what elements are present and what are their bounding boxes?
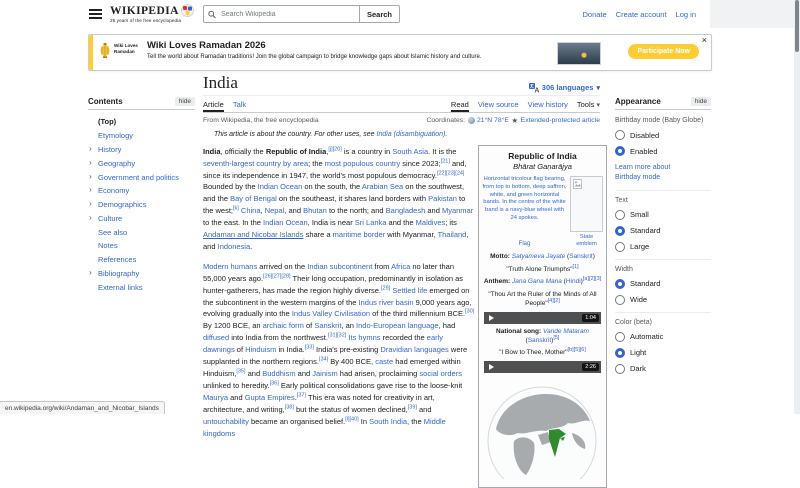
paragraph: India, officially the Republic of India,[j][20] is a country in South Asia. It is the seventh-largest country by area; the most populous country since 2023;[21] and, since its independence in 1947, the world's most populous democracy.[22][23][24] Bounded by the Indian Ocean on the south, the Arabian Sea on the southwest, and the Bay of Bengal on the southeast, it shares land borders with Pakistan to the west;[k] China, Nepal, and Bhutan to the north; and Bangladesh and Myanmar to the east. In the Indian Ocean, India is near Sri Lanka and the Maldives; its Andaman and Nicobar Islands share a maritime border with Myanmar, Thailand, and Indonesia.: [203, 146, 474, 251]
participate-button[interactable]: Participate Now: [628, 44, 699, 59]
wiki-link[interactable]: China: [240, 206, 261, 216]
toc-item[interactable]: Etymology: [98, 131, 134, 141]
wiki-link[interactable]: early dawnings: [203, 333, 444, 355]
birthday-mode-group: [615, 117, 711, 183]
radio-option[interactable]: Standard: [615, 279, 711, 289]
wiki-link[interactable]: Vande Mataram: [542, 327, 589, 335]
wiki-link[interactable]: Sanskrit: [314, 321, 342, 331]
toc-item[interactable]: References: [98, 255, 137, 265]
text-size-group: [615, 190, 711, 252]
svg-text:A: A: [534, 87, 539, 93]
play-icon[interactable]: [489, 315, 494, 321]
radio-icon[interactable]: [615, 332, 625, 342]
citation-link[interactable]: [21]: [440, 158, 450, 165]
scrollbar-track[interactable]: [794, 0, 800, 414]
radio-option[interactable]: Dark: [615, 364, 711, 374]
radio-option[interactable]: Disabled: [615, 130, 711, 140]
wiki-link[interactable]: India (disambiguation): [376, 131, 446, 139]
citation-link[interactable]: [33]: [304, 344, 314, 351]
width-group: [615, 259, 711, 305]
citation-link[interactable]: [34]: [318, 356, 329, 363]
language-icon: [529, 83, 539, 93]
toc-item[interactable]: › Bibliography: [89, 267, 140, 278]
radio-icon[interactable]: [615, 210, 625, 220]
citation-link[interactable]: [5]: [553, 334, 560, 341]
text-segment: India: [203, 146, 221, 156]
wiki-link[interactable]: Pakistan: [428, 194, 457, 204]
wiki-link[interactable]: Bhutan: [303, 206, 327, 216]
radio-option[interactable]: Large: [615, 242, 711, 252]
wiki-link[interactable]: Settled life: [392, 285, 428, 295]
appearance-title: Appearance: [615, 97, 661, 106]
song-audio-player[interactable]: [484, 361, 601, 373]
wiki-link[interactable]: Maldives: [415, 218, 446, 228]
wiki-link[interactable]: Dravidian languages: [380, 345, 449, 355]
audio-duration: 1:04: [582, 314, 599, 322]
india-locator-map[interactable]: [486, 379, 599, 479]
wikipedia-wordmark: WIKIPEDIA: [110, 4, 179, 17]
wiki-link[interactable]: most populous country: [324, 158, 401, 168]
contents-sidebar: [88, 97, 195, 294]
chevron-right-icon[interactable]: ›: [89, 170, 92, 181]
banner-photo[interactable]: [557, 42, 601, 65]
text-segment: This article is about the country. For other uses, see: [214, 131, 377, 139]
flag-caption[interactable]: Flag: [518, 241, 531, 248]
caret-down-icon: ▾: [596, 84, 600, 92]
wiki-link[interactable]: Indian Ocean: [257, 182, 303, 192]
languages-button[interactable]: [529, 83, 600, 93]
wiki-link[interactable]: Buddhism: [262, 369, 296, 378]
login-link[interactable]: Log in: [675, 10, 696, 19]
radio-option[interactable]: Light: [615, 348, 711, 358]
wiki-link[interactable]: South India: [369, 416, 408, 426]
radio-icon[interactable]: [615, 146, 625, 156]
wiki-link[interactable]: Indo-European language: [356, 321, 439, 331]
radio-icon[interactable]: [615, 364, 625, 374]
infobox-title: Republic of India: [508, 151, 577, 161]
play-icon[interactable]: [489, 364, 494, 370]
wiki-link[interactable]: social orders: [419, 369, 462, 378]
languages-label: 306 languages: [541, 83, 594, 93]
radio-icon[interactable]: [615, 242, 625, 252]
link-status-tooltip: en.wikipedia.org/wiki/Andaman_and_Nicobar_Islands: [0, 401, 165, 414]
search-icon: [208, 10, 216, 19]
citation-link[interactable]: [22][23][24]: [436, 170, 465, 176]
toc-item[interactable]: External links: [98, 282, 143, 292]
text-segment: Republic of India: [265, 146, 327, 156]
citation-link[interactable]: [4][2]: [547, 298, 560, 304]
wiki-link[interactable]: Gupta Empires: [244, 392, 295, 402]
wiki-link[interactable]: Sanskrit: [527, 337, 552, 344]
toc-item[interactable]: Notes: [98, 241, 118, 251]
wiki-link[interactable]: Hinduism: [245, 345, 277, 355]
wiki-link[interactable]: Indonesia: [217, 241, 251, 251]
radio-icon[interactable]: [615, 348, 625, 358]
text-segment: .: [445, 131, 448, 139]
toc-item[interactable]: › Government and politics: [89, 170, 179, 182]
chevron-right-icon[interactable]: ›: [89, 211, 92, 222]
wiki-link[interactable]: Arabian Sea: [361, 182, 404, 192]
citation-link[interactable]: [j][20]: [328, 146, 342, 153]
toc-item[interactable]: › History: [89, 143, 122, 154]
tab-view-source[interactable]: View source: [477, 99, 519, 109]
wiki-link[interactable]: Africa: [391, 261, 411, 271]
wiki-link[interactable]: Jana Gana Mana: [511, 278, 562, 286]
wiki-link[interactable]: Jainism: [312, 369, 338, 378]
audio-duration: 2:26: [582, 363, 599, 371]
citation-link[interactable]: [1]: [572, 263, 579, 270]
group-label: Color (beta): [615, 318, 652, 326]
header-surface: [710, 0, 794, 28]
radio-icon[interactable]: [615, 279, 625, 289]
wiki-link[interactable]: Its hymns: [348, 333, 381, 343]
chevron-right-icon[interactable]: ›: [89, 156, 92, 167]
group-label: Text: [615, 196, 628, 204]
citation-link[interactable]: [k]: [233, 205, 239, 212]
close-icon[interactable]: ×: [701, 35, 707, 45]
contents-hide-button[interactable]: hide: [175, 97, 195, 106]
wiki-link[interactable]: maritime border: [332, 230, 386, 240]
group-label: Birthday mode (Baby Globe): [615, 117, 704, 124]
wiki-link[interactable]: caste: [375, 357, 394, 367]
tab-view-history[interactable]: View history: [527, 99, 568, 109]
radio-icon[interactable]: [615, 226, 625, 236]
logo-tagline: 25 years of the free encyclopedia: [110, 18, 181, 23]
radio-option[interactable]: Enabled: [615, 146, 711, 156]
wiki-link[interactable]: South Asia: [392, 146, 429, 156]
wiki-link[interactable]: Satyameva Jayate: [511, 253, 566, 261]
chevron-right-icon[interactable]: ›: [89, 143, 92, 154]
wiki-link[interactable]: Andaman and Nicobar Islands: [203, 230, 304, 240]
anthem-audio-player[interactable]: [484, 312, 601, 324]
wiki-link[interactable]: Indian Ocean: [263, 218, 308, 228]
wikipedia-logo[interactable]: [110, 4, 194, 23]
tab-tools[interactable]: Tools ▾: [576, 99, 600, 109]
wiki-link[interactable]: archaic form: [262, 321, 304, 331]
appearance-hide-button[interactable]: hide: [691, 97, 711, 106]
citation-link[interactable]: [b][5][6]: [567, 347, 586, 354]
motto-line: Motto: Satyameva Jayate (Sanskrit): [490, 253, 595, 261]
protection-star-icon: ★: [511, 115, 519, 125]
text-segment: Anthem:: [483, 278, 512, 286]
contents-title: Contents: [88, 97, 123, 106]
wiki-link[interactable]: Hindi: [565, 278, 581, 286]
text-segment: National song:: [496, 327, 543, 335]
chevron-right-icon[interactable]: ›: [89, 184, 92, 195]
color-group: [615, 312, 711, 374]
citation-link[interactable]: [l][40]: [345, 416, 359, 423]
wiki-link[interactable]: Sanskrit: [569, 253, 593, 261]
puzzle-globe-icon: [181, 4, 194, 17]
wiki-link[interactable]: Nepal: [264, 206, 285, 216]
wiki-link[interactable]: Indus river basin: [358, 297, 414, 307]
tab-talk[interactable]: Talk: [232, 99, 247, 109]
create-account-link[interactable]: Create account: [615, 10, 667, 19]
wiki-link[interactable]: Thailand: [437, 230, 467, 240]
chevron-right-icon[interactable]: ›: [89, 198, 92, 209]
wiki-link[interactable]: Bay of Bengal: [230, 194, 277, 204]
state-emblem-image[interactable]: [570, 176, 603, 232]
globe-icon: [468, 117, 475, 124]
radio-option[interactable]: Wide: [615, 295, 711, 305]
paragraph: Modern humans arrived on the Indian subcontinent from Africa no later than 55,000 years ago.[26][27][28] Their long occupation, predominantly in isolation as hunter-gatherers, has made the region highly diverse.[29] Settled life emerged on the subcontinent in the western margins of the Indus river basin 9,000 years ago, evolving gradually into the Indus Valley Civilisation of the third millennium BCE.[30] By 1200 BCE, an archaic form of Sanskrit, an Indo-European language, had diffused into India from the northwest.[31][32] Its hymns recorded the early dawnings of Hinduism in India.[33] India's pre-existing Dravidian languages were supplanted in the northern regions.[34] By 400 BCE, caste had emerged within Hinduism,[35] and Buddhism and Jainism had arisen, proclaiming social orders unlinked to heredity.[36] Early political consolidations gave rise to the loose-knit Maurya and Gupta Empires.[37] This era was noted for creativity in art, architecture, and writing,[38] but the status of women declined,[39] and untouchability became an organised belief.[l][40] In South India, the Middle kingdoms: [203, 261, 475, 438]
coordinates-link[interactable]: 21°N 78°E: [477, 116, 509, 124]
wiki-link[interactable]: Maurya: [203, 392, 229, 402]
caret-down-icon: ▾: [596, 101, 600, 109]
menu-icon[interactable]: [89, 9, 102, 21]
emblem-caption[interactable]: State emblem: [576, 234, 597, 248]
country-infobox: [478, 145, 607, 488]
tab-read[interactable]: Read: [451, 100, 469, 112]
citation-link[interactable]: [38]: [284, 404, 294, 411]
learn-more-link[interactable]: Learn more about Birthday mode: [615, 164, 671, 181]
national-song-translation: "I Bow to Thee, Mother"[b][5][6]: [499, 347, 586, 357]
wiki-link[interactable]: diffused: [203, 333, 230, 343]
wiki-link[interactable]: Modern humans: [203, 261, 258, 271]
citation-link[interactable]: [36]: [269, 380, 279, 387]
appearance-sidebar: [615, 97, 711, 380]
citation-link[interactable]: [30]: [465, 308, 475, 315]
banner-subtitle: Tell the world about Ramadan traditions! Join the global campaign to bridge knowledge gaps about Islamic history and culture.: [147, 53, 482, 60]
motto-translation: "Truth Alone Triumphs"[1]: [506, 263, 579, 273]
banner-accent-bar: [89, 35, 93, 70]
toc-item[interactable]: › Demographics: [89, 198, 147, 210]
coordinates-label: Coordinates:: [426, 116, 466, 124]
citation-link[interactable]: [29]: [381, 285, 391, 292]
hatnote: [203, 130, 600, 141]
wiki-link[interactable]: untouchability: [203, 416, 249, 426]
citation-link[interactable]: [35]: [236, 368, 246, 375]
citation-link[interactable]: [31][32]: [327, 332, 347, 339]
article-body: [203, 146, 475, 440]
citation-link[interactable]: [37]: [296, 392, 307, 399]
wiki-link[interactable]: Bangladesh: [385, 206, 426, 216]
text-segment: Motto:: [490, 253, 512, 261]
search-input[interactable]: [219, 10, 355, 19]
flag-image-alt[interactable]: Horizontal tricolour flag bearing, from top to bottom, deep saffron, white, and green horizontal bands. In the centre of the white band is a navy-blue wheel with 24 spokes. Flag: [482, 176, 567, 248]
site-byline: From Wikipedia, the free encyclopedia: [203, 116, 319, 124]
citation-link[interactable]: [a][2][3]: [582, 276, 602, 283]
anthem-line: Anthem: Jana Gana Mana (Hindi)[a][2][3]: [483, 276, 602, 286]
infobox-native-name: Bhārat Gaṇarājya: [513, 162, 572, 171]
broken-image-icon: [573, 179, 582, 189]
radio-option[interactable]: Automatic: [615, 332, 711, 342]
anthem-translation: "Thou Art the Ruler of the Minds of All People"[4][2]: [488, 290, 597, 308]
donate-link[interactable]: Donate: [582, 10, 607, 19]
banner-title: Wiki Loves Ramadan 2026: [147, 40, 266, 51]
wiki-link[interactable]: seventh-largest country by area: [203, 158, 309, 168]
toc-item[interactable]: (Top): [98, 117, 117, 127]
radio-icon[interactable]: [615, 130, 625, 140]
wiki-link[interactable]: Indus Valley Civilisation: [291, 309, 371, 319]
toc-item[interactable]: See also: [98, 227, 128, 237]
wiki-link[interactable]: Sri Lanka: [354, 218, 387, 228]
citation-link[interactable]: [26][27][28]: [263, 273, 291, 280]
wiki-link[interactable]: Indian subcontinent: [307, 261, 373, 271]
page-title: India: [203, 73, 238, 92]
toc-item[interactable]: › Economy: [89, 184, 130, 196]
wiki-link[interactable]: Middle kingdoms: [203, 416, 446, 438]
lantern-icon: [100, 43, 110, 59]
citation-link[interactable]: [39]: [407, 404, 417, 411]
group-label: Width: [615, 265, 633, 273]
search-button[interactable]: Search: [359, 5, 400, 23]
radio-icon[interactable]: [615, 295, 625, 305]
radio-option[interactable]: Standard: [615, 226, 711, 236]
protection-link[interactable]: Extended-protected article: [520, 116, 600, 124]
toc-item[interactable]: › Culture: [89, 211, 123, 223]
wiki-link[interactable]: Myanmar: [441, 206, 474, 216]
toc-item[interactable]: › Geography: [89, 156, 136, 168]
chevron-right-icon[interactable]: ›: [89, 267, 92, 278]
tab-article[interactable]: Article: [203, 100, 224, 112]
radio-option[interactable]: Small: [615, 210, 711, 220]
scrollbar-thumb[interactable]: [795, 0, 799, 52]
banner-badge: Wiki Loves Ramadan: [114, 43, 138, 54]
national-song-line: National song: Vande Mataram (Sanskrit)[5]: [496, 327, 589, 344]
campaign-banner: [88, 34, 712, 71]
search-box[interactable]: [203, 5, 360, 23]
